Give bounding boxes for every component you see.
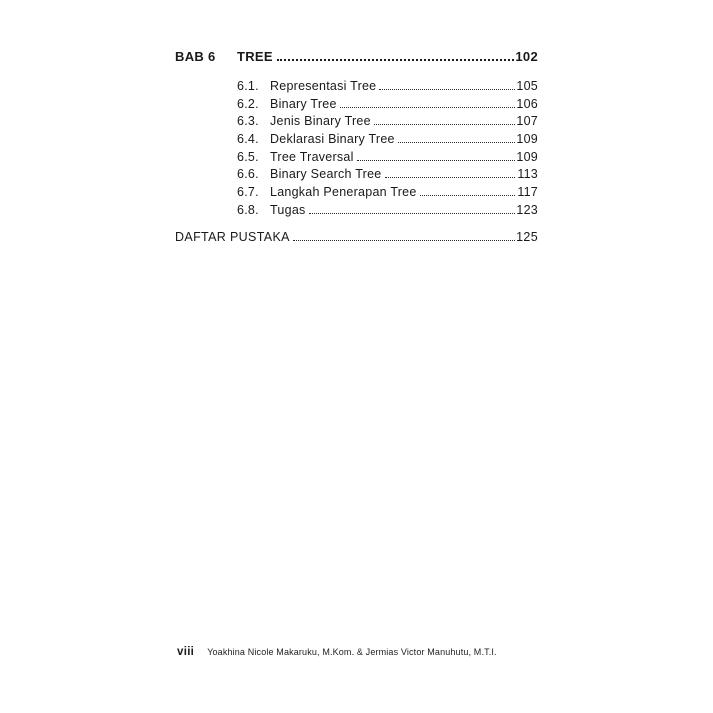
dot-leader: [379, 89, 515, 90]
toc-entries: [175, 79, 538, 221]
entry-number: 6.6.: [237, 167, 259, 182]
dot-leader: [374, 124, 515, 125]
dot-leader: [293, 240, 515, 241]
bibliography-title: DAFTAR PUSTAKA: [175, 229, 290, 244]
dot-leader: [420, 195, 515, 196]
dot-leader: [357, 160, 515, 161]
entry-title: Representasi Tree: [270, 79, 377, 93]
dot-leader: [398, 142, 515, 143]
toc-entry: [237, 203, 538, 221]
entry-number: 6.8.: [237, 202, 259, 217]
entry-title: Langkah Penerapan Tree: [270, 185, 417, 200]
entry-title: Jenis Binary Tree: [270, 114, 371, 129]
entry-title: Tugas: [270, 202, 306, 217]
toc-entry: [237, 79, 538, 97]
entry-page-number: 106: [516, 96, 538, 111]
table-of-contents: [175, 49, 538, 248]
entry-page-number: 105: [516, 79, 538, 93]
entry-title: Binary Search Tree: [270, 167, 382, 182]
entry-page-number: 113: [517, 167, 538, 182]
footer-page-number: viii: [177, 646, 195, 658]
entry-number: 6.1.: [237, 79, 259, 93]
entry-number: 6.7.: [237, 185, 259, 200]
dot-leader: [340, 107, 515, 108]
entry-title: Tree Traversal: [270, 149, 354, 164]
toc-entry: [237, 114, 538, 132]
entry-page-number: 109: [516, 149, 538, 164]
entry-title: Binary Tree: [270, 96, 337, 111]
toc-entry: [237, 185, 538, 203]
dot-leader: [309, 213, 515, 214]
toc-bibliography-row: [175, 230, 538, 248]
entry-page-number: 117: [517, 185, 538, 200]
entry-number: 6.2.: [237, 96, 259, 111]
page-footer: [177, 646, 497, 658]
chapter-label: BAB 6: [175, 49, 216, 64]
toc-entry: [237, 167, 538, 185]
entry-page-number: 107: [516, 114, 538, 129]
toc-chapter-row: [175, 49, 538, 69]
toc-entry: [237, 97, 538, 115]
dot-leader: [277, 59, 515, 61]
entry-number: 6.4.: [237, 132, 259, 147]
bibliography-page-number: 125: [516, 229, 538, 244]
entry-title: Deklarasi Binary Tree: [270, 132, 395, 147]
entry-number: 6.3.: [237, 114, 259, 129]
chapter-title: TREE: [237, 49, 273, 64]
toc-entry: [237, 150, 538, 168]
toc-entry: [237, 132, 538, 150]
entry-page-number: 109: [516, 132, 538, 147]
entry-number: 6.5.: [237, 149, 259, 164]
footer-authors: Yoakhina Nicole Makaruku, M.Kom. & Jermias Victor Manuhutu, M.T.I.: [207, 647, 497, 657]
dot-leader: [385, 177, 516, 178]
chapter-page-number: 102: [515, 49, 538, 64]
entry-page-number: 123: [516, 202, 538, 217]
